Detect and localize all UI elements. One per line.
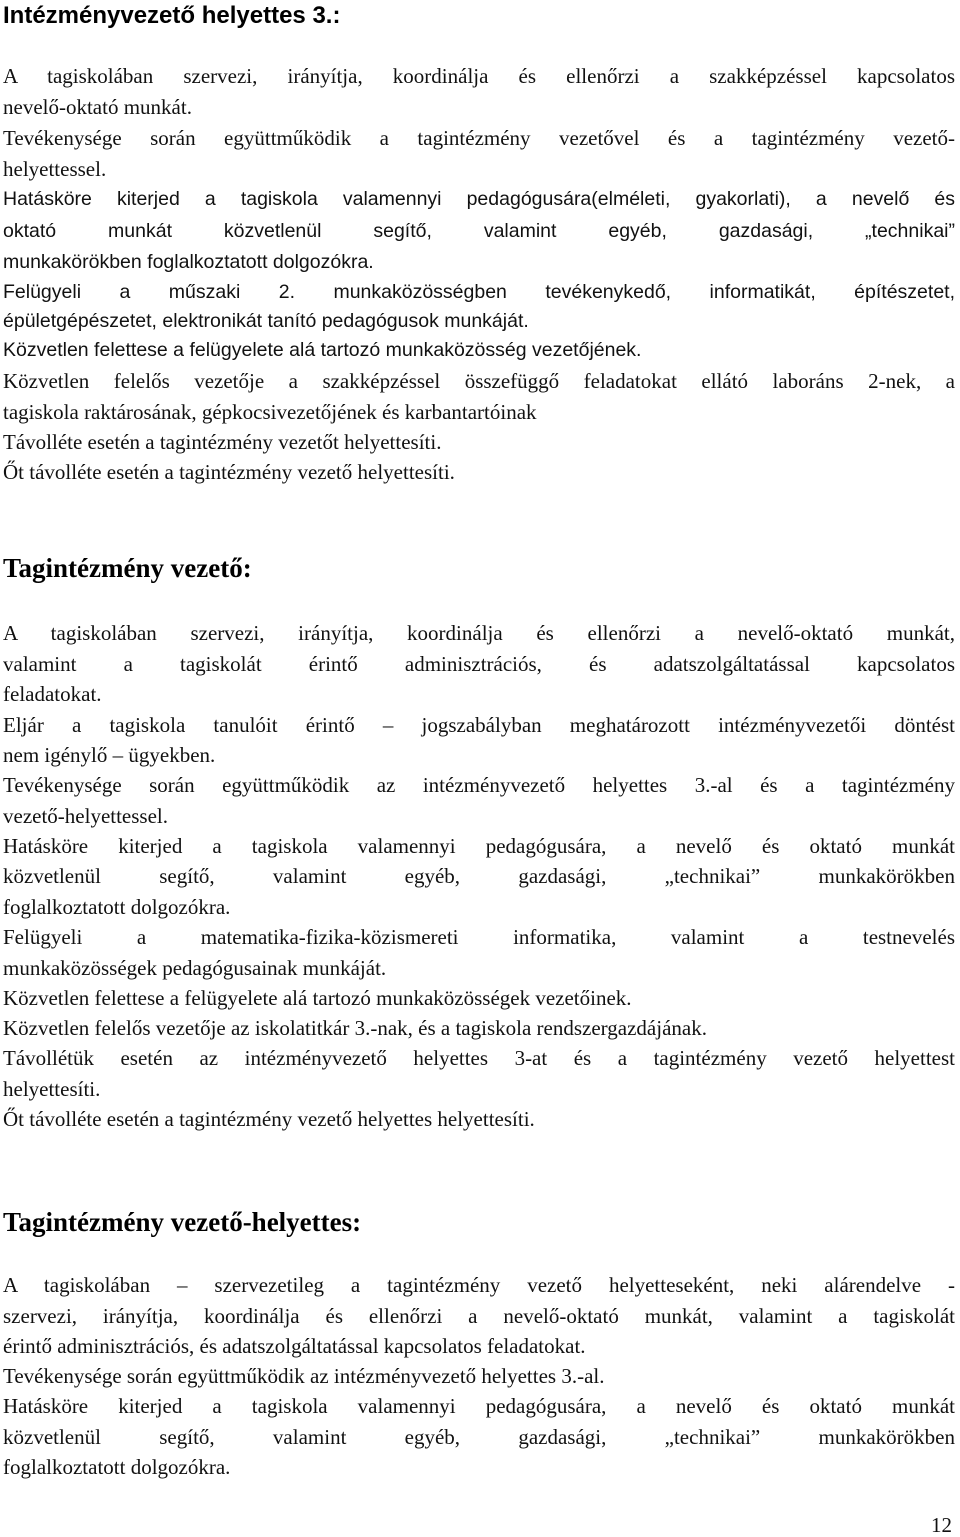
- text-line: Távollétük esetén az intézményvezető helyettes 3-at és a tagintézmény vezető helyettest: [3, 1046, 955, 1070]
- text-line: Felügyeli a műszaki 2. munkaközösségben tevékenykedő, informatikát, építészetet,: [3, 281, 955, 303]
- text-line: Távolléte esetén a tagintézmény vezetőt helyettesíti.: [3, 430, 442, 454]
- text-line: szervezi, irányítja, koordinálja és ellenőrzi a nevelő-oktató munkát, valamint a tagiskolát: [3, 1304, 955, 1328]
- text-line: Őt távolléte esetén a tagintézmény vezető helyettes helyettesíti.: [3, 1107, 535, 1131]
- text-line: helyettessel.: [3, 157, 107, 181]
- text-line: oktató munkát közvetlenül segítő, valamint egyéb, gazdasági, „technikai”: [3, 220, 955, 242]
- text-line: Hatásköre kiterjed a tagiskola valamennyi pedagógusára(elméleti, gyakorlati), a nevelő és: [3, 188, 955, 210]
- text-line: vezető-helyettessel.: [3, 804, 169, 828]
- text-line: Tevékenysége során együttműködik az intézményvezető helyettes 3.-al és a tagintézmény: [3, 773, 955, 797]
- text-line: foglalkoztatott dolgozókra.: [3, 1455, 231, 1479]
- text-line: épületgépészetet, elektronikát tanító pedagógusok munkáját.: [3, 310, 529, 332]
- section-heading: Tagintézmény vezető-helyettes:: [3, 1207, 362, 1237]
- text-line: érintő adminisztrációs, és adatszolgáltatással kapcsolatos feladatokat.: [3, 1334, 586, 1358]
- text-line: Őt távolléte esetén a tagintézmény vezető helyettesíti.: [3, 460, 455, 484]
- text-line: közvetlenül segítő, valamint egyéb, gazdasági, „technikai” munkakörökben: [3, 864, 955, 888]
- page-number: 12: [931, 1513, 952, 1537]
- text-line: Közvetlen felelős vezetője az iskolatitkár 3.-nak, és a tagiskola rendszergazdájának.: [3, 1016, 707, 1040]
- text-line: Felügyeli a matematika-fizika-közismereti informatika, valamint a testnevelés: [3, 925, 955, 949]
- text-line: Tevékenysége során együttműködik az intézményvezető helyettes 3.-al.: [3, 1364, 605, 1388]
- section-heading: Intézményvezető helyettes 3.:: [3, 2, 341, 29]
- text-line: helyettesíti.: [3, 1077, 101, 1101]
- text-line: A tagiskolában szervezi, irányítja, koordinálja és ellenőrzi a szakképzéssel kapcsolatos: [3, 64, 955, 88]
- text-line: Hatásköre kiterjed a tagiskola valamennyi pedagógusára, a nevelő és oktató munkát: [3, 1394, 955, 1418]
- text-line: valamint a tagiskolát érintő adminisztrációs, és adatszolgáltatással kapcsolatos: [3, 652, 955, 676]
- text-line: A tagiskolában szervezi, irányítja, koordinálja és ellenőrzi a nevelő-oktató munkát,: [3, 621, 955, 645]
- text-line: Eljár a tagiskola tanulóit érintő – jogszabályban meghatározott intézményvezetői döntést: [3, 713, 955, 737]
- text-line: nem igénylő – ügyekben.: [3, 743, 216, 767]
- text-line: Közvetlen felettese a felügyelete alá tartozó munkaközösségek vezetőinek.: [3, 986, 632, 1010]
- text-line: Közvetlen felelős vezetője a szakképzéssel összefüggő feladatokat ellátó laboráns 2-nek, a: [3, 369, 955, 393]
- text-line: nevelő-oktató munkát.: [3, 95, 192, 119]
- text-line: közvetlenül segítő, valamint egyéb, gazdasági, „technikai” munkakörökben: [3, 1425, 955, 1449]
- text-line: feladatokat.: [3, 682, 102, 706]
- section-heading: Tagintézmény vezető:: [3, 553, 252, 583]
- text-line: foglalkoztatott dolgozókra.: [3, 895, 231, 919]
- text-line: munkakörökben foglalkoztatott dolgozókra.: [3, 251, 374, 273]
- text-line: A tagiskolában – szervezetileg a tagintézmény vezető helyetteseként, neki alárendelve -: [3, 1273, 955, 1297]
- text-line: Közvetlen felettese a felügyelete alá tartozó munkaközösség vezetőjének.: [3, 339, 642, 361]
- text-line: Hatásköre kiterjed a tagiskola valamennyi pedagógusára, a nevelő és oktató munkát: [3, 834, 955, 858]
- text-line: Tevékenysége során együttműködik a tagintézmény vezetővel és a tagintézmény vezető-: [3, 126, 955, 150]
- text-line: tagiskola raktárosának, gépkocsivezetőjének és karbantartóinak: [3, 400, 537, 424]
- text-line: munkaközösségek pedagógusainak munkáját.: [3, 956, 387, 980]
